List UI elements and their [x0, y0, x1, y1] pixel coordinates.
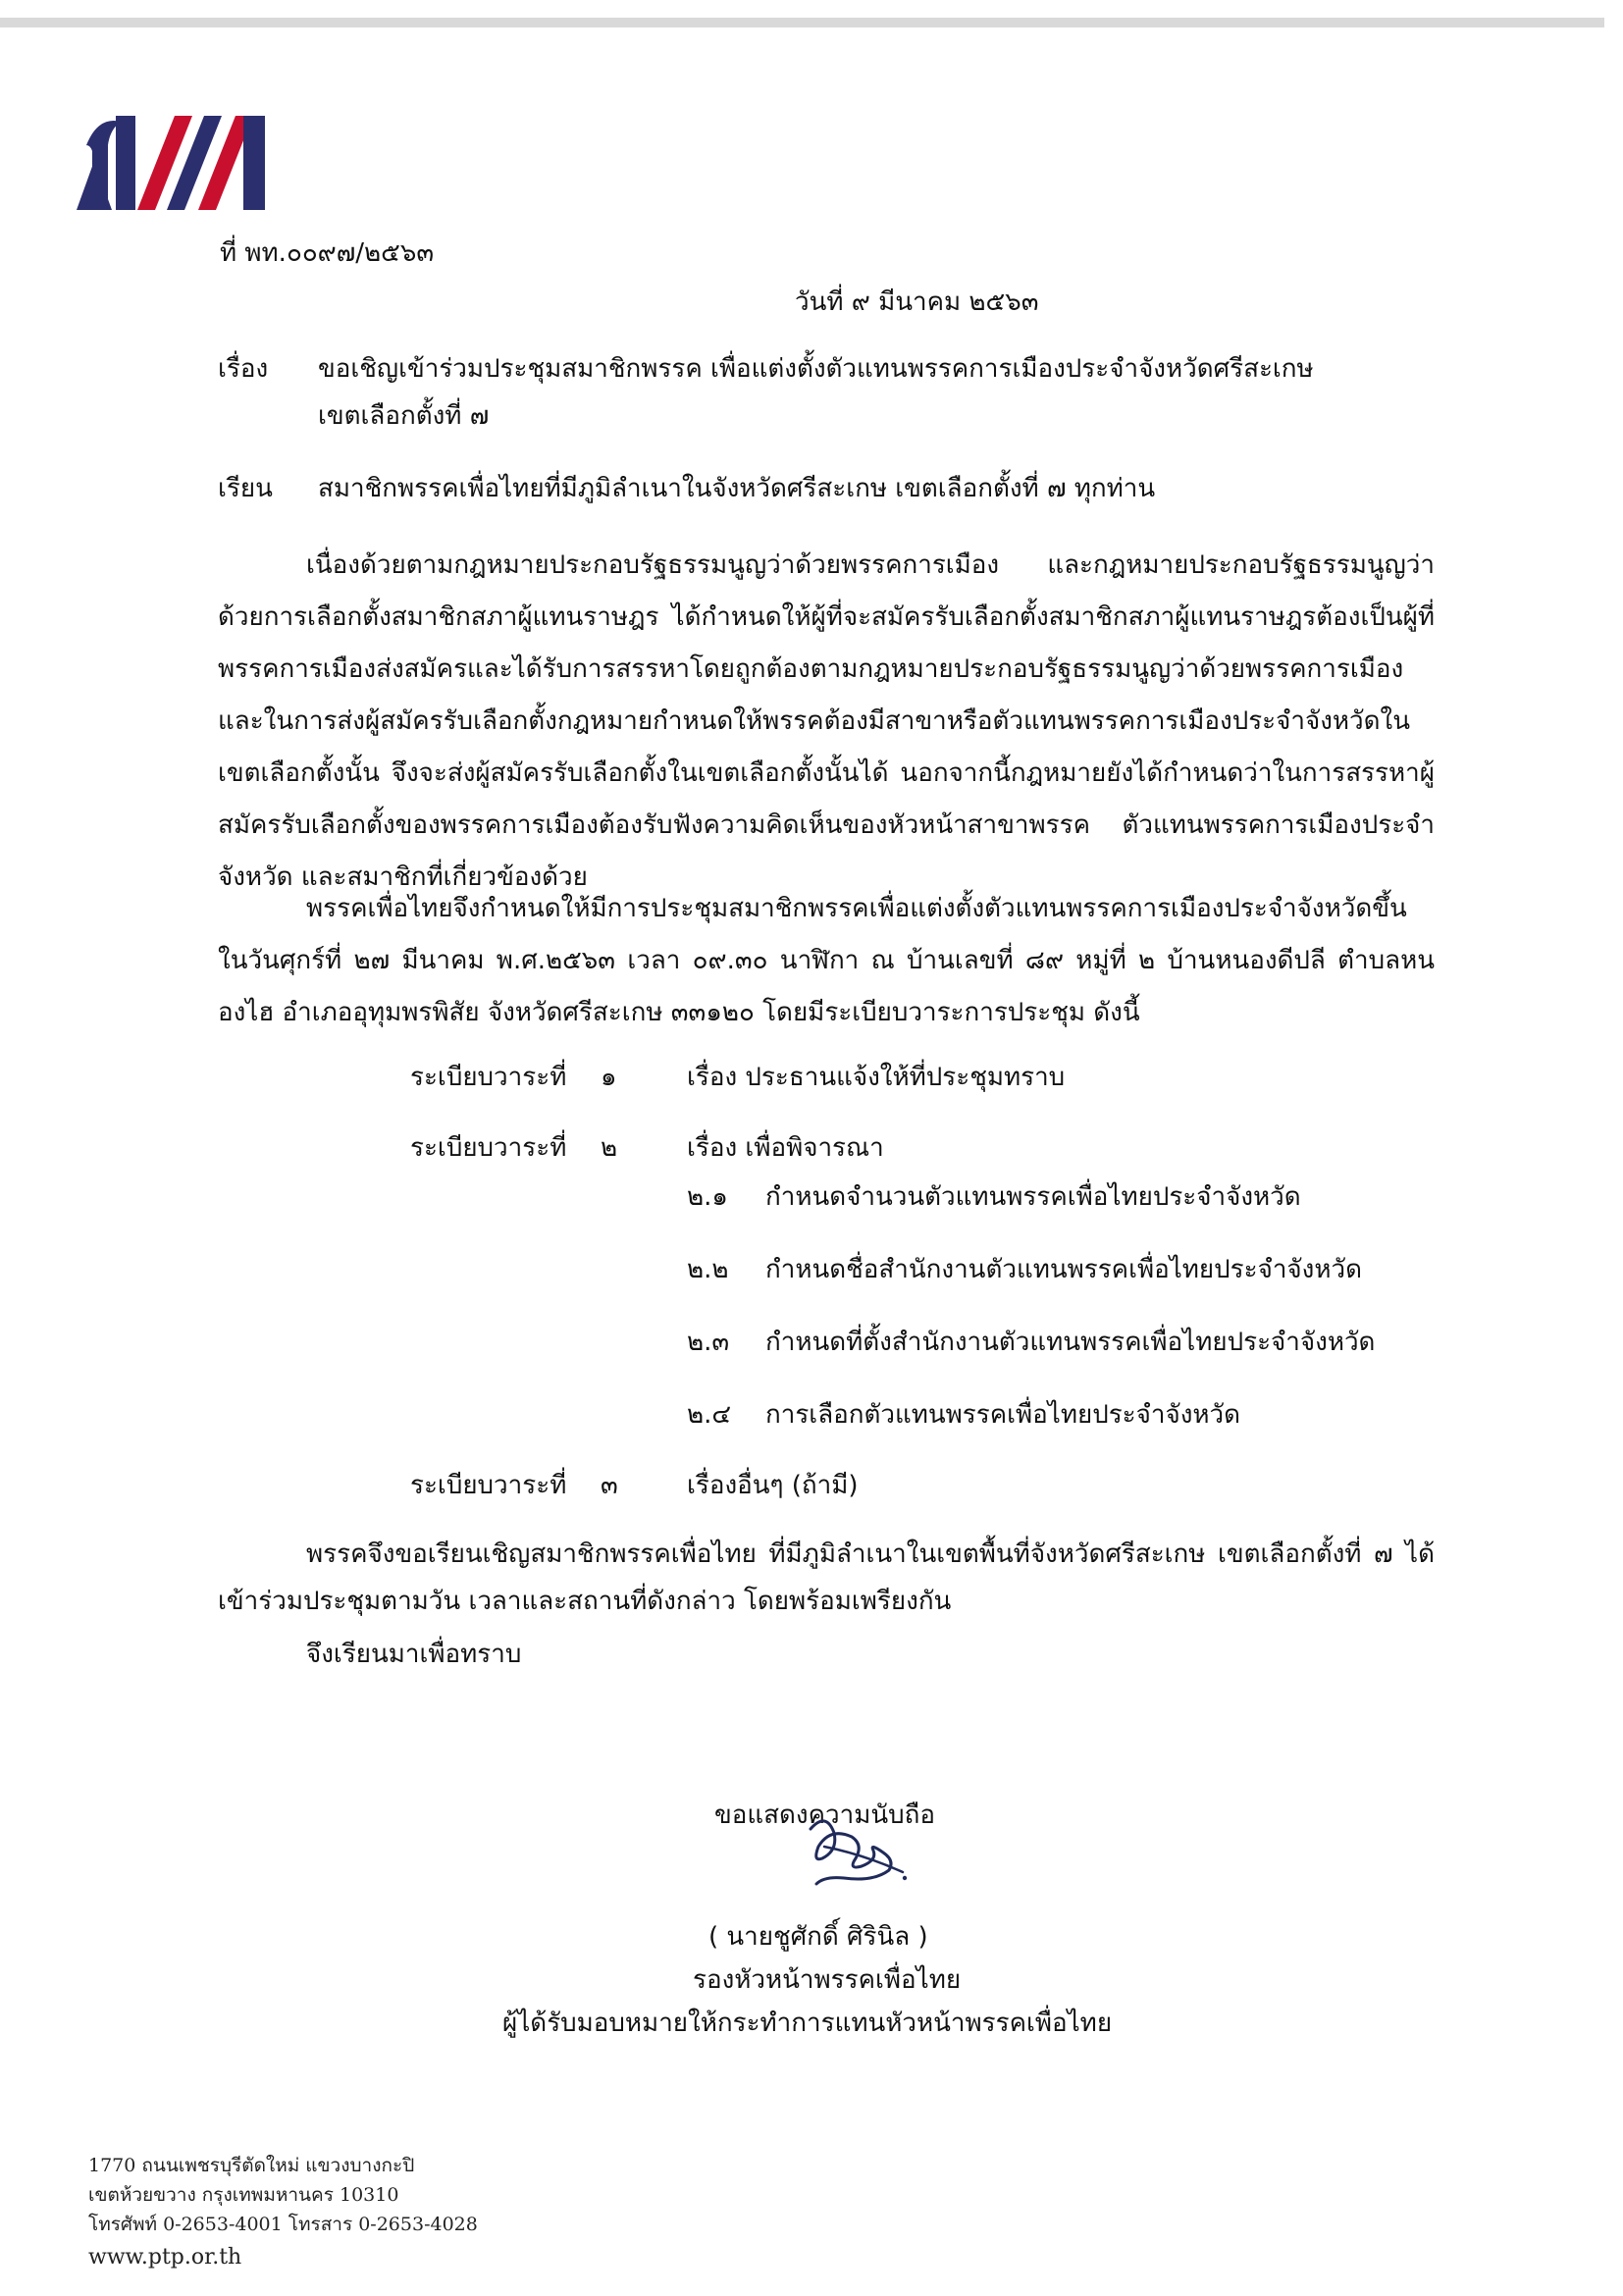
signatory-authority: ผู้ได้รับมอบหมายให้กระทำการแทนหัวหน้าพรรคเพื่อไทย [502, 2009, 1113, 2038]
reference-number: ที่ พท.๐๐๙๗/๒๕๖๓ [220, 238, 435, 268]
footer-address-line-1: 1770 ถนนเพชรบุรีตัดใหม่ แขวงบางกะปิ [88, 2155, 415, 2176]
agenda-2-1-number: ๒.๑ [687, 1182, 728, 1212]
agenda-2-1-text: กำหนดจำนวนตัวแทนพรรคเพื่อไทยประจำจังหวัด [765, 1182, 1301, 1212]
agenda-2-3-number: ๒.๓ [687, 1328, 730, 1357]
agenda-1-number: ๑ [601, 1063, 617, 1092]
letter-date: วันที่ ๙ มีนาคม ๒๕๖๓ [795, 287, 1039, 317]
recipient-text: สมาชิกพรรคเพื่อไทยที่มีภูมิลำเนาในจังหวัดศรีสะเกษ เขตเลือกตั้งที่ ๗ ทุกท่าน [318, 474, 1156, 503]
subject-line-2: เขตเลือกตั้งที่ ๗ [318, 401, 490, 431]
signature-respect: ขอแสดงความนับถือ [714, 1800, 935, 1830]
signatory-position: รองหัวหน้าพรรคเพื่อไทย [693, 1965, 962, 1995]
agenda-2-2-number: ๒.๒ [687, 1255, 729, 1284]
agenda-2-3-text: กำหนดที่ตั้งสำนักงานตัวแทนพรรคเพื่อไทยประจำจังหวัด [765, 1328, 1376, 1357]
closing-paragraph: พรรคจึงขอเรียนเชิญสมาชิกพรรคเพื่อไทย ที่มีภูมิลำเนาในเขตพื้นที่จังหวัดศรีสะเกษ เขตเลือกตั้งที่ ๗ ได้เข้าร่วมประชุมตามวัน เวลาและสถานที่ดังกล่าว โดยพร้อมเพรียงกัน [218, 1539, 1435, 1616]
agenda-1-label: ระเบียบวาระที่ [410, 1063, 567, 1092]
party-logo [77, 116, 290, 216]
subject-line-1: ขอเชิญเข้าร่วมประชุมสมาชิกพรรค เพื่อแต่งตั้งตัวแทนพรรคการเมืองประจำจังหวัดศรีสะเกษ [318, 354, 1314, 384]
agenda-2-number: ๒ [601, 1133, 618, 1163]
recipient-label: เรียน [218, 474, 273, 503]
closing-inform: จึงเรียนมาเพื่อทราบ [306, 1640, 522, 1669]
agenda-2-4-number: ๒.๔ [687, 1400, 732, 1430]
agenda-3-text: เรื่องอื่นๆ (ถ้ามี) [687, 1471, 859, 1500]
scan-top-edge [0, 18, 1604, 27]
agenda-2-2-text: กำหนดชื่อสำนักงานตัวแทนพรรคเพื่อไทยประจำจังหวัด [765, 1255, 1362, 1284]
body-paragraph-2: พรรคเพื่อไทยจึงกำหนดให้มีการประชุมสมาชิกพรรคเพื่อแต่งตั้งตัวแทนพรรคการเมืองประจำจังหวัดขึ้นในวันศุกร์ที่ ๒๗ มีนาคม พ.ศ.๒๕๖๓ เวลา ๐๙.๓๐ นาฬิกา ณ บ้านเลขที่ ๘๙ หมู่ที่ ๒ บ้านหนองดีปลี ตำบลหนองไฮ อำเภออุทุมพรพิสัย จังหวัดศรีสะเกษ ๓๓๑๒๐ โดยมีระเบียบวาระการประชุม ดังนี้ [218, 894, 1435, 1027]
signatory-name: ( นายชูศักดิ์ ศิรินิล ) [708, 1922, 928, 1952]
agenda-2-text: เรื่อง เพื่อพิจารณา [687, 1133, 884, 1163]
subject-label: เรื่อง [218, 354, 269, 384]
footer-website-link[interactable]: www.ptp.or.th [88, 2245, 242, 2270]
agenda-2-4-text: การเลือกตัวแทนพรรคเพื่อไทยประจำจังหวัด [765, 1400, 1241, 1430]
footer-phone-fax: โทรศัพท์ 0-2653-4001 โทรสาร 0-2653-4028 [88, 2214, 478, 2235]
agenda-1-text: เรื่อง ประธานแจ้งให้ที่ประชุมทราบ [687, 1063, 1066, 1092]
body-paragraph-1: เนื่องด้วยตามกฎหมายประกอบรัฐธรรมนูญว่าด้วยพรรคการเมือง และกฎหมายประกอบรัฐธรรมนูญว่าด้วยการเลือกตั้งสมาชิกสภาผู้แทนราษฎร ได้กำหนดให้ผู้ที่จะสมัครรับเลือกตั้งสมาชิกสภาผู้แทนราษฎรต้องเป็นผู้ที่พรรคการเมืองส่งสมัครและได้รับการสรรหาโดยถูกต้องตามกฎหมายประกอบรัฐธรรมนูญว่าด้วยพรรคการเมือง และในการส่งผู้สมัครรับเลือกตั้งกฎหมายกำหนดให้พรรคต้องมีสาขาหรือตัวแทนพรรคการเมืองประจำจังหวัดในเขตเลือกตั้งนั้น จึงจะส่งผู้สมัครรับเลือกตั้งในเขตเลือกตั้งนั้นได้ นอกจากนี้กฎหมายยังได้กำหนดว่าในการสรรหาผู้สมัครรับเลือกตั้งของพรรคการเมืองต้องรับฟังความคิดเห็นของหัวหน้าสาขาพรรค ตัวแทนพรรคการเมืองประจำจังหวัด และสมาชิกที่เกี่ยวข้องด้วย [218, 550, 1435, 892]
footer-address-line-2: เขตห้วยขวาง กรุงเทพมหานคร 10310 [88, 2184, 399, 2206]
agenda-3-label: ระเบียบวาระที่ [410, 1471, 567, 1500]
agenda-3-number: ๓ [601, 1471, 618, 1500]
handwritten-signature [805, 1807, 913, 1901]
agenda-2-label: ระเบียบวาระที่ [410, 1133, 567, 1163]
